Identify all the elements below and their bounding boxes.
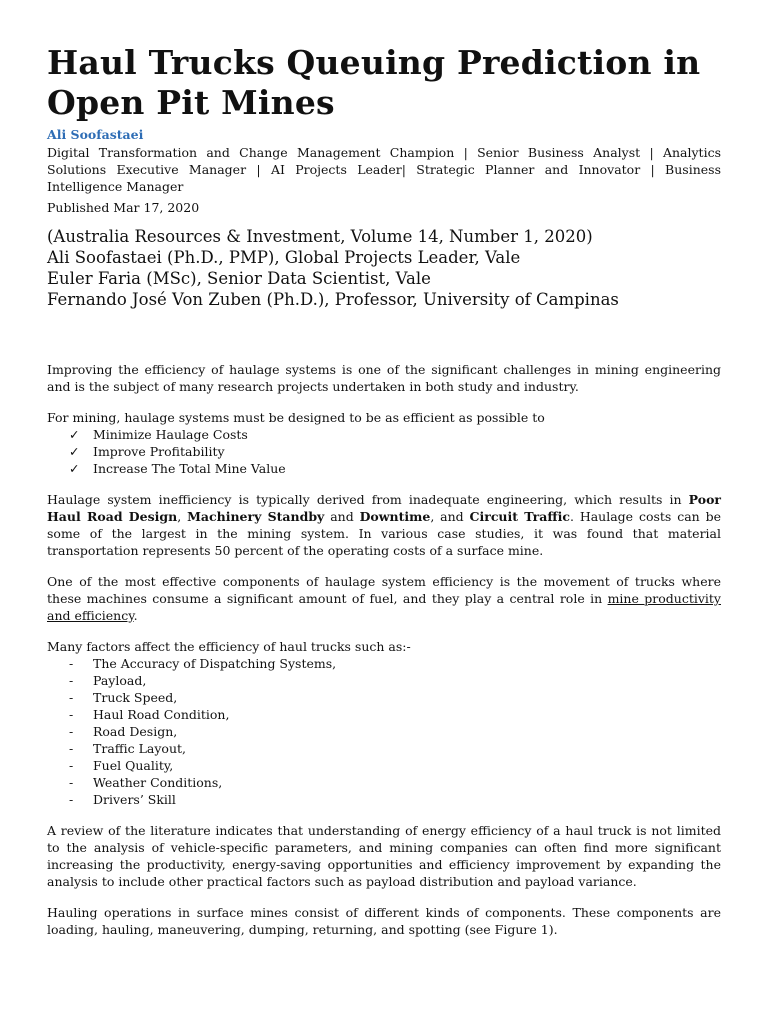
check-mark-icon: ✓ [69, 461, 80, 476]
text-run: One of the most effective components of haulage system efficiency is the movement of trucks where these machines consume a significant amount of fuel, and they play a central role in [47, 574, 721, 606]
article-body [47, 361, 721, 938]
author-headline: Digital Transformation and Change Management Champion | Senior Business Analyst | Analytics Solutions Executive Manager | AI Projects Leader| Strategic Planner and Innovator | Business Intelligence Manager [47, 145, 721, 194]
list-item-text: Increase The Total Mine Value [93, 461, 286, 476]
dash-bullet-icon: - [69, 741, 74, 756]
author-name-link[interactable]: Ali Soofastaei [47, 127, 144, 142]
list-item [69, 655, 721, 672]
text-run: , [177, 509, 188, 524]
text-run: and [324, 509, 360, 524]
list-item [69, 443, 721, 460]
list-item [69, 740, 721, 757]
list-item-text: Traffic Layout, [93, 741, 187, 756]
list-item [69, 460, 721, 477]
dash-bullet-icon: - [69, 673, 74, 688]
paragraph [47, 573, 721, 624]
list-item [69, 791, 721, 808]
dash-bullet-icon: - [69, 656, 74, 671]
published-date: Published Mar 17, 2020 [47, 200, 200, 215]
credit-line: Ali Soofastaei (Ph.D., PMP), Global Projects Leader, Vale [47, 248, 521, 267]
paragraph: For mining, haulage systems must be designed to be as efficient as possible to [47, 410, 545, 425]
dash-bullet-icon: - [69, 690, 74, 705]
article-title: Haul Trucks Queuing Prediction in Open Pit Mines [47, 43, 701, 122]
checklist [47, 426, 721, 477]
text-run: Haulage system inefficiency is typically derived from inadequate engineering, which results in [47, 492, 689, 507]
text-run: . [133, 608, 138, 623]
paragraph: Hauling operations in surface mines consist of different kinds of components. These components are loading, hauling, maneuvering, dumping, returning, and spotting (see Figure 1). [47, 905, 721, 937]
bold-text: Downtime [359, 509, 431, 524]
check-mark-icon: ✓ [69, 444, 80, 459]
list-item-text: Road Design, [93, 724, 178, 739]
list-item [69, 774, 721, 791]
dash-bullet-icon: - [69, 707, 74, 722]
list-item-text: Improve Profitability [93, 444, 225, 459]
list-item-text: Truck Speed, [93, 690, 178, 705]
text-run: . Haulage costs can be some of the largest in the mining system. In various case studies, it was found that material transportation represents 50 percent of the operating costs of a surface mine. [47, 509, 721, 558]
dash-bullet-icon: - [69, 775, 74, 790]
factor-list [47, 655, 721, 808]
list-item-text: Minimize Haulage Costs [93, 427, 248, 442]
credit-line: Fernando José Von Zuben (Ph.D.), Professor, University of Campinas [47, 290, 619, 309]
dash-bullet-icon: - [69, 724, 74, 739]
list-item [69, 426, 721, 443]
check-mark-icon: ✓ [69, 427, 80, 442]
list-item-text: Weather Conditions, [93, 775, 223, 790]
list-item-text: Drivers’ Skill [93, 792, 176, 807]
bold-text: Machinery Standby [187, 509, 325, 524]
credit-line: (Australia Resources & Investment, Volume 14, Number 1, 2020) [47, 227, 593, 246]
bold-text: Poor Haul Road Design [47, 492, 721, 524]
mine-productivity-link[interactable]: mine productivity and efficiency [47, 591, 721, 623]
credits-block [47, 226, 721, 310]
list-item-text: Payload, [93, 673, 147, 688]
dash-bullet-icon: - [69, 758, 74, 773]
list-item-text: The Accuracy of Dispatching Systems, [93, 656, 337, 671]
list-item [69, 757, 721, 774]
dash-bullet-icon: - [69, 792, 74, 807]
paragraph: Many factors affect the efficiency of haul trucks such as:- [47, 639, 411, 654]
paragraph [47, 491, 721, 559]
list-item-text: Haul Road Condition, [93, 707, 230, 722]
text-run: , and [430, 509, 470, 524]
list-item [69, 723, 721, 740]
bold-text: Circuit Traffic [469, 509, 570, 524]
list-item [69, 672, 721, 689]
list-item-text: Fuel Quality, [93, 758, 174, 773]
list-item [69, 689, 721, 706]
credit-line: Euler Faria (MSc), Senior Data Scientist, Vale [47, 269, 431, 288]
paragraph: Improving the efficiency of haulage systems is one of the significant challenges in mining engineering and is the subject of many research projects undertaken in both study and industry. [47, 362, 721, 394]
list-item [69, 706, 721, 723]
paragraph: A review of the literature indicates that understanding of energy efficiency of a haul truck is not limited to the analysis of vehicle-specific parameters, and mining companies can often find more significant increasing the productivity, energy-saving opportunities and efficiency improvement by expanding the analysis to include other practical factors such as payload distribution and payload variance. [47, 823, 721, 889]
